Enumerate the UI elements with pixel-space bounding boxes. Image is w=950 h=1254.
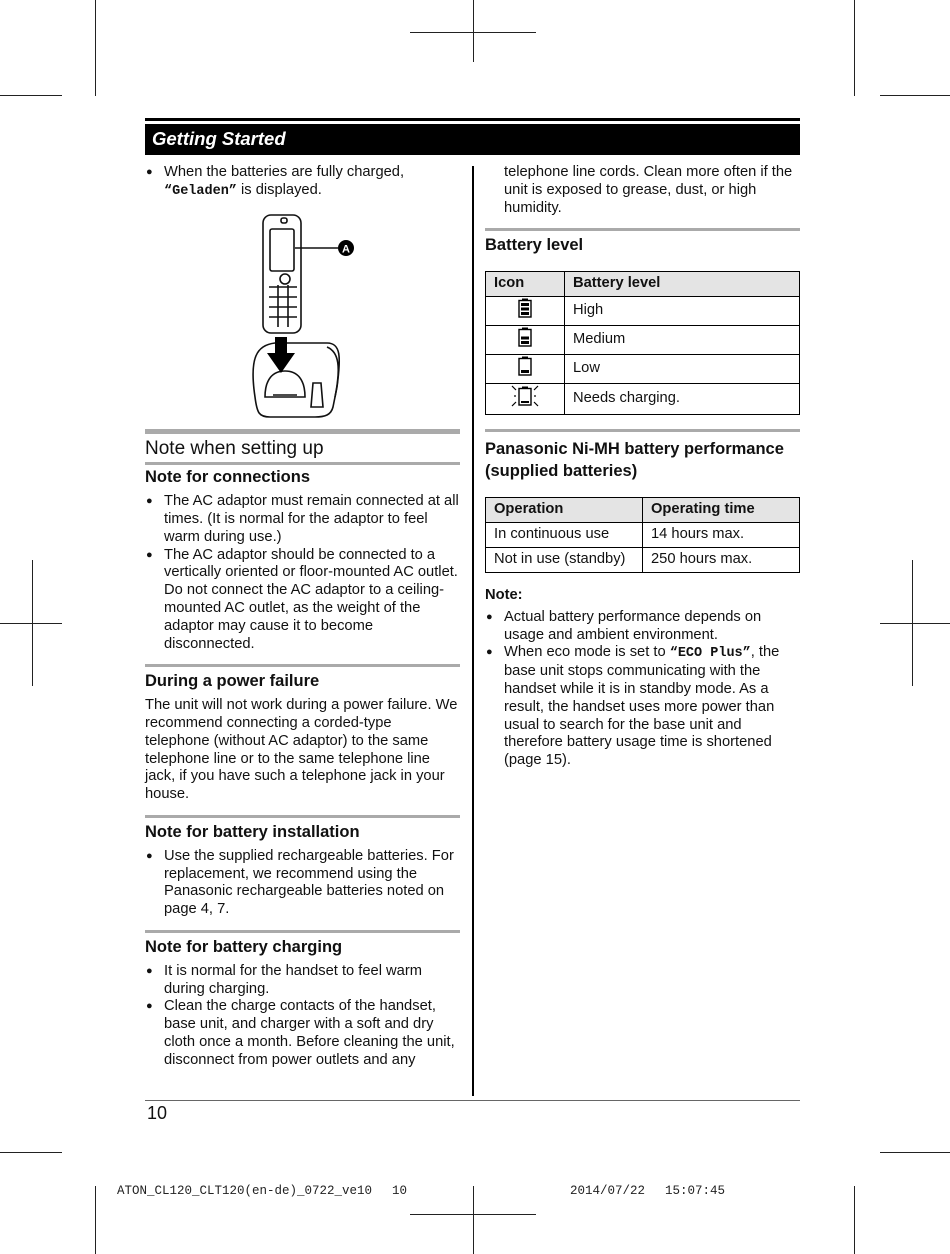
footer-rule: [145, 1100, 800, 1101]
col-header-time: Operating time: [643, 497, 800, 522]
battery-level-value: High: [565, 297, 800, 326]
footer-timestamp: 2014/07/22 15:07:45: [570, 1184, 726, 1198]
display-text: “Geladen”: [164, 183, 237, 199]
battery-level-value: Needs charging.: [565, 384, 800, 415]
battery-full-icon: [518, 298, 532, 318]
footer-file: ATON_CL120_CLT120(en-de)_0722_ve10 10: [117, 1184, 408, 1198]
time-cell: 250 hours max.: [643, 547, 800, 572]
note-label: Note:: [485, 586, 523, 603]
operation-cell: In continuous use: [486, 522, 643, 547]
col-header-icon: Icon: [486, 272, 565, 297]
table-row: [486, 547, 800, 572]
connections-heading: Note for connections: [145, 468, 311, 487]
column-divider: [472, 166, 474, 1096]
charging-bullet-2: ● Clean the charge contacts of the handset, base unit, and charger with a soft and dry cloth once a month. Before cleaning the unit, disconnect from power outlets and any: [145, 998, 460, 1069]
section-title: Getting Started: [152, 128, 286, 149]
table-row: [486, 384, 800, 415]
table-row: [486, 522, 800, 547]
continued-text: telephone line cords. Clean more often if the unit is exposed to grease, dust, or high humidity.: [504, 164, 793, 216]
battery-level-table: [485, 271, 800, 415]
performance-heading: Panasonic Ni-MH battery performance (supplied batteries): [485, 429, 800, 486]
installation-bullet: ● Use the supplied rechargeable batteries. For replacement, we recommend using the Panasonic rechargeable batteries noted on page 4, 7.: [145, 848, 460, 919]
note-bullet-2: ● When eco mode is set to “ECO Plus”, the base unit stops communicating with the handset while it is in standby mode. As a result, the handset uses more power than usual to search for the base unit and therefore battery usage time is shortened (page 15).: [485, 644, 803, 770]
section-header: [145, 118, 800, 155]
power-failure-heading: During a power failure: [145, 664, 460, 697]
table-row: [486, 326, 800, 355]
battery-empty-flashing-icon: [510, 384, 540, 408]
time-cell: 14 hours max.: [643, 522, 800, 547]
setup-heading: Note when setting up: [145, 429, 460, 466]
page-number: 10: [147, 1103, 168, 1123]
operation-cell: Not in use (standby): [486, 547, 643, 572]
charged-bullet: ● When the batteries are fully charged, “Geladen” is displayed.: [145, 164, 460, 201]
col-header-operation: Operation: [486, 497, 643, 522]
table-row: [486, 355, 800, 384]
connections-bullet-1: ● The AC adaptor must remain connected at all times. (It is normal for the adaptor to feel warm during use.): [145, 493, 460, 546]
battery-level-heading: Battery level: [485, 228, 800, 259]
battery-level-value: Low: [565, 355, 800, 384]
left-column: [145, 160, 460, 1070]
col-header-level: Battery level: [565, 272, 800, 297]
power-failure-text: The unit will not work during a power failure. We recommend connecting a corded-type telephone (without AC adaptor) to the same telephone line or to the same telephone line jack, if you have such a telephone jack in your house.: [145, 697, 458, 803]
right-column: [485, 160, 803, 770]
connections-bullet-2: ● The AC adaptor should be connected to a vertically oriented or floor-mounted AC outlet. Do not connect the AC adaptor to a ceiling-mounted AC outlet, as the weight of the adaptor may cause it to become disconnected.: [145, 547, 460, 654]
charging-heading: Note for battery charging: [145, 930, 460, 963]
charging-bullet-1: ● It is normal for the handset to feel warm during charging.: [145, 963, 460, 999]
installation-heading: Note for battery installation: [145, 815, 460, 848]
callout-label: A: [342, 243, 350, 256]
battery-medium-icon: [518, 327, 532, 347]
eco-mode-text: “ECO Plus”: [669, 646, 751, 662]
battery-level-value: Medium: [565, 326, 800, 355]
table-row: [486, 297, 800, 326]
handset-charging-figure: [145, 207, 460, 427]
note-bullet-1: ● Actual battery performance depends on usage and ambient environment.: [485, 609, 803, 645]
battery-low-icon: [518, 356, 532, 376]
performance-table: [485, 497, 800, 573]
